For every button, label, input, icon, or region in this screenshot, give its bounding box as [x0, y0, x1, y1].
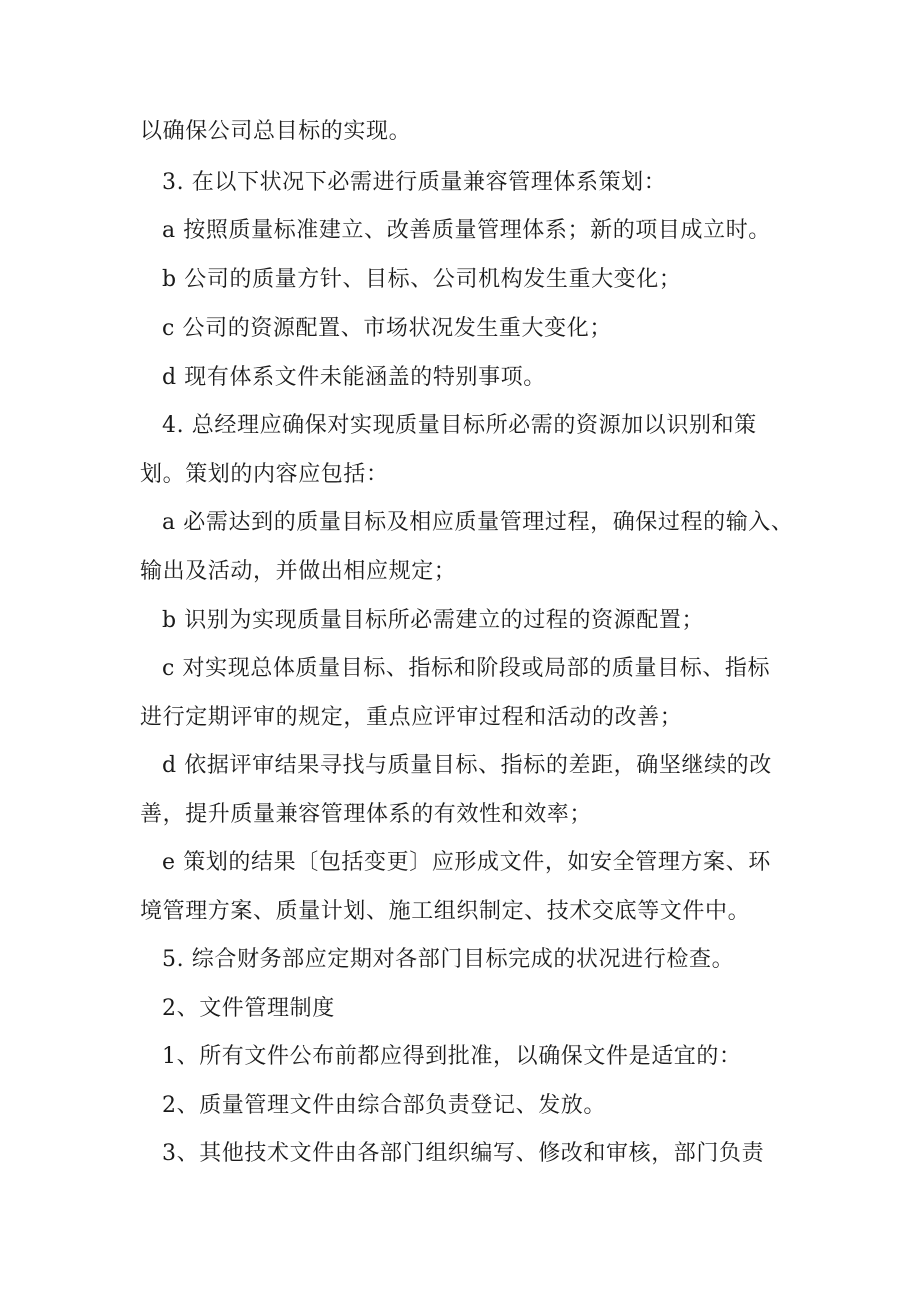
text-line: 以确保公司总目标的实现。 [140, 119, 412, 144]
text-line: 境管理方案、质量计划、施工组织制定、技术交底等文件中。 [140, 899, 751, 924]
text-line: a 按照质量标准建立、改善质量管理体系；新的项目成立时。 [162, 218, 771, 243]
text-line: b 公司的质量方针、目标、公司机构发生重大变化； [162, 267, 682, 292]
text-line: 4. 总经理应确保对实现质量目标所必需的资源加以识别和策 [162, 413, 757, 438]
text-line: c 公司的资源配置、市场状况发生重大变化； [162, 316, 612, 341]
text-line: 输出及活动，并做出相应规定； [140, 559, 457, 584]
text-line: 5. 综合财务部应定期对各部门目标完成的状况进行检查。 [162, 947, 735, 972]
text-line: 2、文件管理制度 [162, 996, 335, 1021]
text-line: 2、质量管理文件由综合部负责登记、发放。 [162, 1093, 606, 1118]
text-line: 善，提升质量兼容管理体系的有效性和效率； [140, 802, 593, 827]
text-line: e 策划的结果〔包括变更〕应形成文件，如安全管理方案、环 [162, 850, 771, 875]
text-line: 3. 在以下状况下必需进行质量兼容管理体系策划： [162, 170, 667, 195]
text-line: d 现有体系文件未能涵盖的特别事项。 [162, 365, 546, 390]
text-line: 进行定期评审的规定，重点应评审过程和活动的改善； [140, 705, 683, 730]
text-line: d 依据评审结果寻找与质量目标、指标的差距，确坚继续的改 [162, 753, 772, 778]
text-line: 3、其他技术文件由各部门组织编写、修改和审核，部门负责 [162, 1141, 765, 1166]
text-line: 1、所有文件公布前都应得到批准，以确保文件是适宜的： [162, 1044, 742, 1069]
text-line: b 识别为实现质量目标所必需建立的过程的资源配置； [162, 608, 705, 633]
text-line: a 必需达到的质量目标及相应质量管理过程，确保过程的输入、 [162, 510, 794, 535]
text-line: 划。策划的内容应包括： [140, 462, 389, 487]
text-line: c 对实现总体质量目标、指标和阶段或局部的质量目标、指标 [162, 656, 771, 681]
